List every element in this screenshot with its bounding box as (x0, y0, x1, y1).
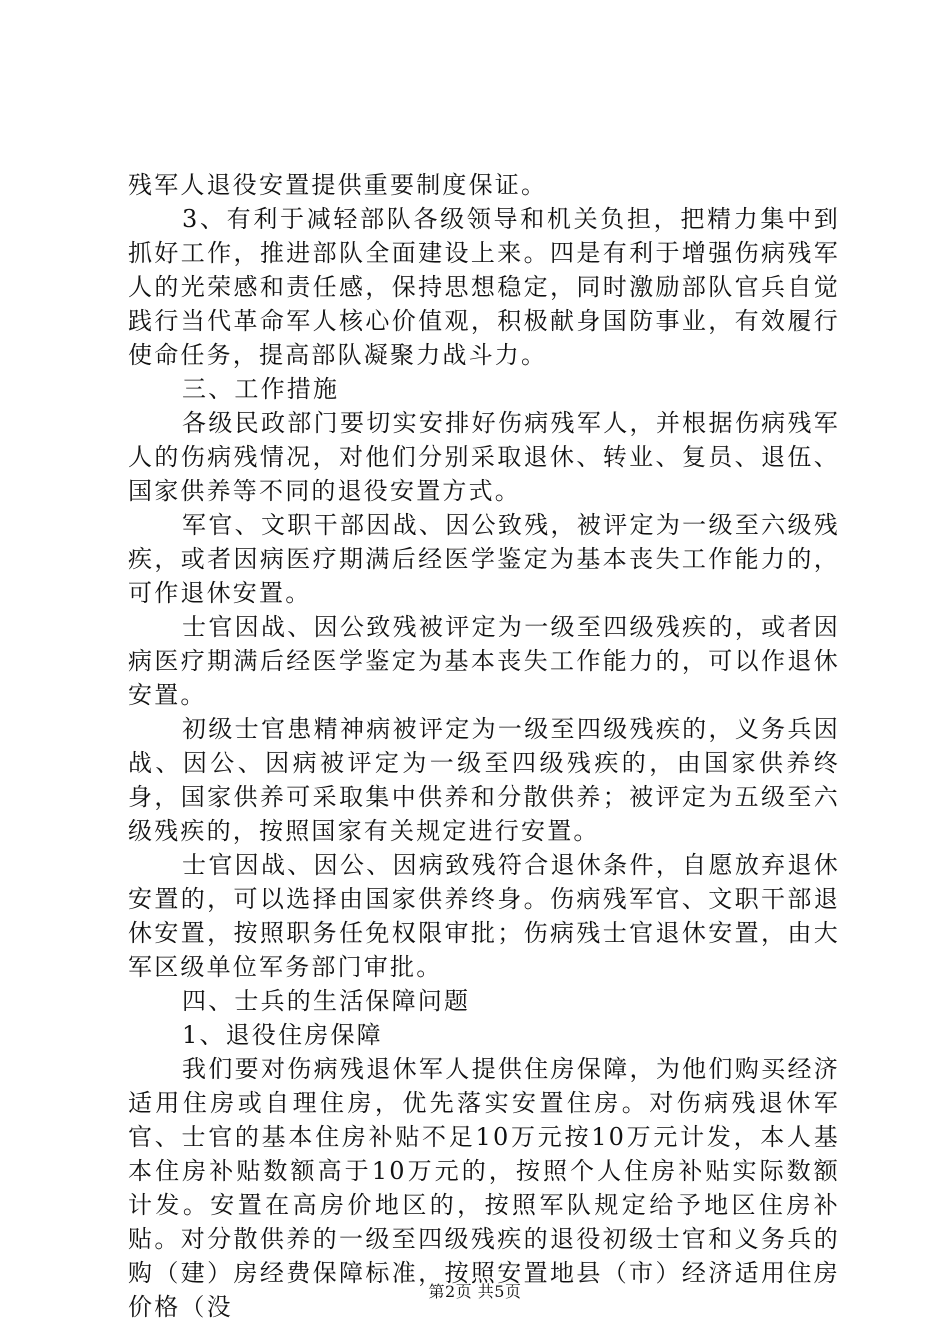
paragraph-state-support: 初级士官患精神病被评定为一级至四级残疾的，义务兵因战、因公、因病被评定为一级至四级残疾的，由国家供养终身，国家供养可采取集中供养和分散供养；被评定为五级至六级残疾的，按照国家有关规定进行安置。 (128, 715, 840, 845)
paragraph-waive-retirement: 士官因战、因公、因病致残符合退休条件，自愿放弃退休安置的，可以选择由国家供养终身。伤病残军官、文职干部退休安置，按照职务任免权限审批；伤病残士官退休安置，由大军区级单位军务部门审批。 (128, 851, 840, 981)
paragraph-civil-affairs: 各级民政部门要切实安排好伤病残军人，并根据伤病残军人的伤病残情况，对他们分别采取退休、转业、复员、退伍、国家供养等不同的退役安置方式。 (128, 409, 840, 505)
paragraph-point-3: 3、有利于减轻部队各级领导和机关负担，把精力集中到抓好工作，推进部队全面建设上来。四是有利于增强伤病残军人的光荣感和责任感，保持思想稳定，同时激励部队官兵自觉践行当代革命军人核心价值观，积极献身国防事业，有效履行使命任务，提高部队凝聚力战斗力。 (128, 205, 840, 369)
paragraph-nco-retirement: 士官因战、因公致残被评定为一级至四级残疾的，或者因病医疗期满后经医学鉴定为基本丧失工作能力的，可以作退休安置。 (128, 613, 840, 709)
paragraph-officers-retirement: 军官、文职干部因战、因公致残，被评定为一级至六级残疾，或者因病医疗期满后经医学鉴定为基本丧失工作能力的，可作退休安置。 (128, 511, 840, 607)
document-body (128, 168, 840, 1324)
paragraph-housing-support: 我们要对伤病残退休军人提供住房保障，为他们购买经济适用住房或自理住房，优先落实安置住房。对伤病残退休军官、士官的基本住房补贴不足10万元按10万元计发，本人基本住房补贴数额高于10万元的，按照个人住房补贴实际数额计发。安置在高房价地区的，按照军队规定给予地区住房补贴。对分散供养的一级至四级残疾的退役初级士官和义务兵的购（建）房经费保障标准，按照安置地县（市）经济适用住房价格（没 (128, 1055, 840, 1321)
paragraph-continuation: 残军人退役安置提供重要制度保证。 (128, 171, 548, 199)
page-number-footer: 第2页 共5页 (428, 1282, 522, 1301)
section-heading-living-support: 四、士兵的生活保障问题 (182, 987, 471, 1015)
section-heading-measures: 三、工作措施 (182, 375, 340, 403)
subheading-housing: 1、退役住房保障 (182, 1021, 383, 1049)
